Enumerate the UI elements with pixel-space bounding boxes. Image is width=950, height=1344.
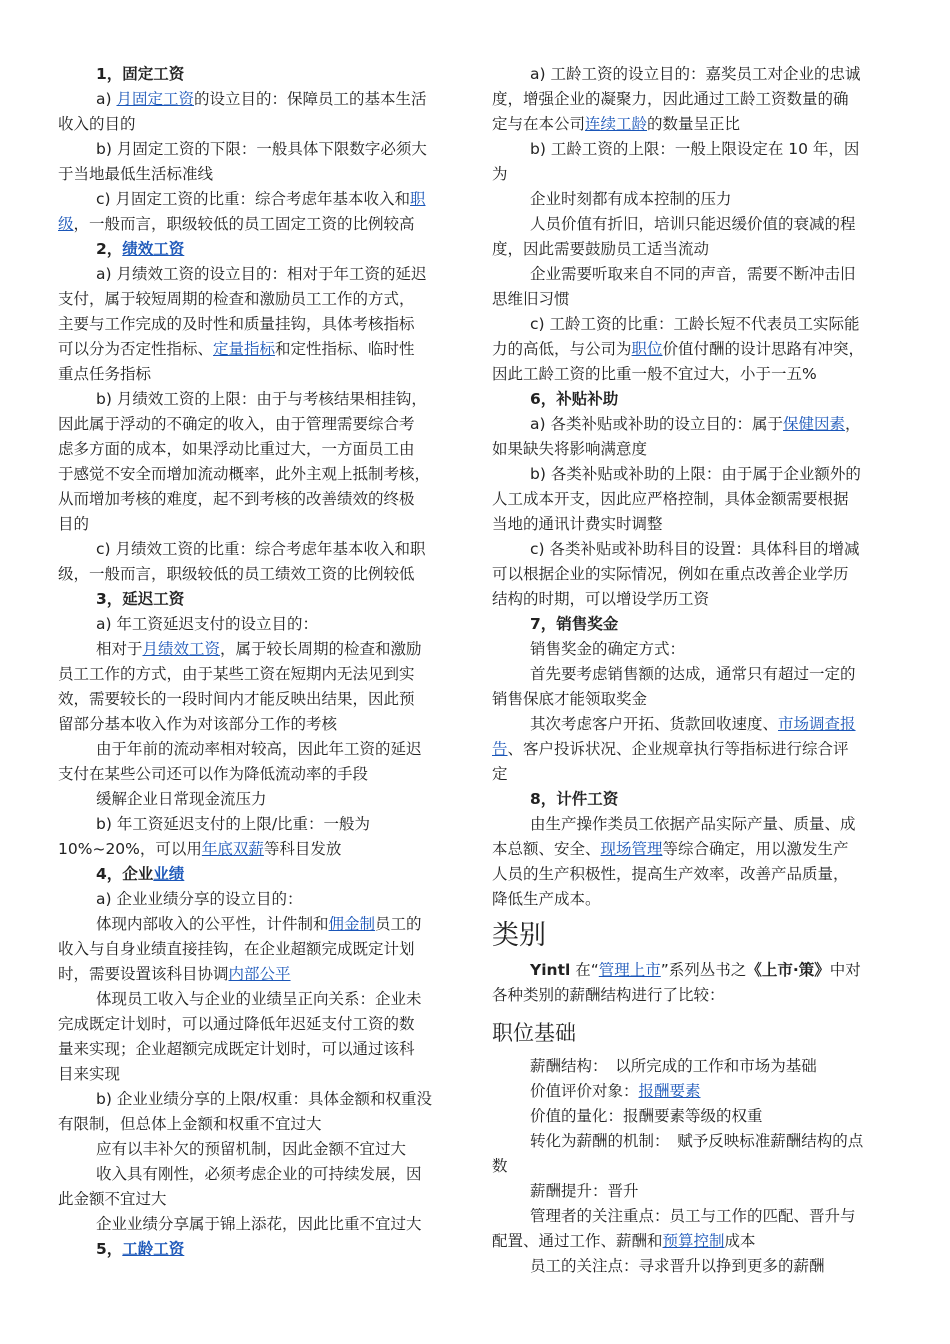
paragraph-line <box>58 337 458 362</box>
text-span: 1，固定工资 <box>96 65 185 83</box>
term-link[interactable]: 工龄工资 <box>122 1240 185 1258</box>
paragraph-line <box>58 387 458 412</box>
term-link[interactable]: 保健因素 <box>782 415 845 433</box>
text-span: 缓解企业日常现金流压力 <box>96 790 267 808</box>
text-span: 从而增加考核的难度，起不到考核的改善绩效的终极 <box>58 490 415 508</box>
paragraph-line <box>58 287 458 312</box>
paragraph-line <box>492 1204 892 1229</box>
text-span: 可以分为否定性指标、 <box>58 340 214 358</box>
paragraph-line <box>492 187 892 212</box>
paragraph-line <box>492 212 892 237</box>
paragraph-line <box>492 862 892 887</box>
term-link[interactable]: 内部公平 <box>228 965 291 983</box>
paragraph-line <box>58 1037 458 1062</box>
paragraph-line <box>492 983 892 1008</box>
text-span: ，属于较长周期的检查和激励 <box>220 640 422 658</box>
text-span: 薪酬提升：晋升 <box>530 1182 639 1200</box>
text-span: 此金额不宜过大 <box>58 1190 167 1208</box>
text-span: c) 各类补贴或补助科目的设置：具体科目的增减 <box>530 540 860 558</box>
text-span: 支付，属于较短周期的检查和激励员工工作的方式， <box>58 290 415 308</box>
text-span: 人工成本开支，因此应严格控制，具体金额需要根据 <box>492 490 849 508</box>
term-link[interactable]: 佣金制 <box>328 915 376 933</box>
text-span: 支付在某些公司还可以作为降低流动率的手段 <box>58 765 369 783</box>
text-span: 《上市·策》 <box>746 961 830 979</box>
text-span: 收入与自身业绩直接挂钩，在企业超额完成既定计划 <box>58 940 415 958</box>
text-span: 为 <box>492 165 508 183</box>
text-span: 收入的目的 <box>58 115 136 133</box>
paragraph-line <box>58 112 458 137</box>
term-link[interactable]: 连续工龄 <box>585 115 648 133</box>
paragraph-line <box>58 1162 458 1187</box>
term-link[interactable]: 职位 <box>631 340 663 358</box>
paragraph-line <box>58 1112 458 1137</box>
text-span: 主要与工作完成的及时性和质量挂钩，具体考核指标 <box>58 315 415 333</box>
text-span: 效，需要较长的一段时间内才能反映出结果，因此预 <box>58 690 415 708</box>
text-span: ”系列丛书之 <box>660 961 747 979</box>
text-span: 由生产操作类员工依据产品实际产量、质量、成 <box>530 815 856 833</box>
paragraph-line <box>492 87 892 112</box>
paragraph-line <box>492 112 892 137</box>
paragraph-line <box>492 1254 892 1279</box>
text-span: a) 各类补贴或补助的设立目的：属于 <box>530 415 783 433</box>
paragraph-line <box>492 137 892 162</box>
text-span: 结构的时期，可以增设学历工资 <box>492 590 710 608</box>
right-column <box>492 62 892 1279</box>
term-link[interactable]: 职 <box>410 190 426 208</box>
paragraph-line <box>58 1062 458 1087</box>
text-span: 时，需要设置该科目协调 <box>58 965 229 983</box>
text-span: 7，销售奖金 <box>530 615 619 633</box>
text-span: b) 月绩效工资的上限：由于与考核结果相挂钩， <box>96 390 427 408</box>
text-span: 力的高低，与公司为 <box>492 340 632 358</box>
text-span: 的数量呈正比 <box>647 115 741 133</box>
paragraph-line <box>58 837 458 862</box>
paragraph-line <box>492 887 892 912</box>
text-span: 因此属于浮动的不确定的收入，由于管理需要综合考 <box>58 415 415 433</box>
paragraph-line <box>492 737 892 762</box>
paragraph-line <box>58 487 458 512</box>
paragraph-line <box>58 537 458 562</box>
term-link[interactable]: 预算控制 <box>662 1232 725 1250</box>
paragraph-line <box>492 337 892 362</box>
text-span: 重点任务指标 <box>58 365 152 383</box>
term-link[interactable]: 报酬要素 <box>638 1082 701 1100</box>
term-link[interactable]: 月绩效工资 <box>142 640 221 658</box>
text-span: 于感觉不安全而增加流动概率，此外主观上抵制考核， <box>58 465 431 483</box>
paragraph-line <box>492 712 892 737</box>
text-span: 定 <box>492 765 508 783</box>
paragraph-line <box>58 412 458 437</box>
paragraph-line <box>58 87 458 112</box>
paragraph-line <box>492 512 892 537</box>
term-link[interactable]: 年底双薪 <box>201 840 264 858</box>
text-span: 如果缺失将影响满意度 <box>492 440 648 458</box>
paragraph-line <box>58 737 458 762</box>
paragraph-line <box>492 162 892 187</box>
paragraph-line <box>58 1012 458 1037</box>
text-span: 类别 <box>492 920 546 951</box>
text-span: 应有以丰补欠的预留机制，因此金额不宜过大 <box>96 1140 407 1158</box>
section-heading <box>58 862 458 887</box>
paragraph-line <box>58 362 458 387</box>
paragraph-line <box>492 362 892 387</box>
text-span: 体现内部收入的公平性，计件制和 <box>96 915 329 933</box>
paragraph-line <box>58 987 458 1012</box>
text-span: 可以根据企业的实际情况，例如在重点改善企业学历 <box>492 565 849 583</box>
paragraph-line <box>58 1187 458 1212</box>
text-span: ， <box>845 415 861 433</box>
paragraph-line <box>492 837 892 862</box>
paragraph-line <box>58 1212 458 1237</box>
paragraph-line <box>58 512 458 537</box>
paragraph-line <box>492 1179 892 1204</box>
paragraph-line <box>58 462 458 487</box>
paragraph-line <box>58 937 458 962</box>
text-span: 定与在本公司 <box>492 115 586 133</box>
text-span: 体现员工收入与企业的业绩呈正向关系：企业未 <box>96 990 422 1008</box>
text-span: b) 月固定工资的下限：一般具体下限数字必须大 <box>96 140 427 158</box>
text-span: 价值付酬的设计思路有冲突， <box>662 340 865 358</box>
text-span: 目的 <box>58 515 90 533</box>
text-span: 等综合确定，用以激发生产 <box>662 840 849 858</box>
paragraph-line <box>492 487 892 512</box>
text-span: 5， <box>96 1240 123 1258</box>
paragraph-line <box>492 562 892 587</box>
paragraph-line <box>58 962 458 987</box>
paragraph-line <box>492 437 892 462</box>
text-span: 价值的量化：报酬要素等级的权重 <box>530 1107 763 1125</box>
paragraph-line <box>492 412 892 437</box>
term-link[interactable]: 管理上市 <box>598 961 661 979</box>
text-span: 的设立目的：保障员工的基本生活 <box>194 90 427 108</box>
term-link[interactable]: 定量指标 <box>213 340 276 358</box>
paragraph-line <box>492 1229 892 1254</box>
paragraph-line <box>492 62 892 87</box>
paragraph-line <box>58 212 458 237</box>
term-link[interactable]: 告 <box>492 740 508 758</box>
text-span: 思维旧习惯 <box>492 290 570 308</box>
paragraph-line <box>492 762 892 787</box>
paragraph-line <box>58 187 458 212</box>
text-span: 销售保底才能领取奖金 <box>492 690 648 708</box>
paragraph-line <box>492 462 892 487</box>
text-span: 员工工作的方式，由于某些工资在短期内无法见到实 <box>58 665 415 683</box>
paragraph-line <box>492 237 892 262</box>
left-column <box>58 62 458 1262</box>
paragraph-line <box>492 637 892 662</box>
subsection-heading <box>492 1016 892 1050</box>
text-span: 有限制，但总体上金额和权重不宜过大 <box>58 1115 322 1133</box>
text-span: 目来实现 <box>58 1065 121 1083</box>
paragraph-line <box>492 312 892 337</box>
paragraph-line <box>58 887 458 912</box>
text-span: b) 企业业绩分享的上限/权重：具体金额和权重没 <box>96 1090 433 1108</box>
text-span: 降低生产成本。 <box>492 890 601 908</box>
text-span: 完成既定计划时，可以通过降低年迟延支付工资的数 <box>58 1015 415 1033</box>
text-span: 6，补贴补助 <box>530 390 619 408</box>
text-span: 人员的生产积极性，提高生产效率，改善产品质量， <box>492 865 849 883</box>
text-span: 量来实现；企业超额完成既定计划时，可以通过该科 <box>58 1040 415 1058</box>
text-span: 3，延迟工资 <box>96 590 185 608</box>
paragraph-line <box>58 762 458 787</box>
paragraph-line <box>492 1054 892 1079</box>
text-span: 、客户投诉状况、企业规章执行等指标进行综合评 <box>507 740 849 758</box>
text-span: c) 工龄工资的比重：工龄长短不代表员工实际能 <box>530 315 860 333</box>
text-span: b) 年工资延迟支付的上限/比重：一般为 <box>96 815 371 833</box>
paragraph-line <box>58 812 458 837</box>
section-heading <box>58 587 458 612</box>
text-span: ，一般而言，职级较低的员工固定工资的比例较高 <box>73 215 415 233</box>
paragraph-line <box>58 1137 458 1162</box>
paragraph-line <box>58 662 458 687</box>
text-span: 在“ <box>570 961 599 979</box>
text-span: a) 企业业绩分享的设立目的： <box>96 890 303 908</box>
text-span: 当地的通讯计费实时调整 <box>492 515 663 533</box>
text-span: 员工的 <box>375 915 422 933</box>
text-span: c) 月固定工资的比重：综合考虑年基本收入和 <box>96 190 410 208</box>
text-span: 留部分基本收入作为对该部分工作的考核 <box>58 715 338 733</box>
paragraph-line <box>492 1129 892 1154</box>
text-span: b) 工龄工资的上限：一般上限设定在 10 年，因 <box>530 140 860 158</box>
paragraph-line <box>492 812 892 837</box>
text-span: 级，一般而言，职级较低的员工绩效工资的比例较低 <box>58 565 415 583</box>
paragraph-line <box>58 437 458 462</box>
paragraph-line <box>58 562 458 587</box>
text-span: 本总额、安全、 <box>492 840 601 858</box>
text-span: a) <box>96 90 117 108</box>
text-span: 各种类别的薪酬结构进行了比较： <box>492 986 725 1004</box>
text-span: a) 工龄工资的设立目的：嘉奖员工对企业的忠诚 <box>530 65 861 83</box>
term-link[interactable]: 市场调查报 <box>778 715 856 733</box>
section-heading <box>58 1237 458 1262</box>
text-span: 中对 <box>829 961 861 979</box>
text-span: 因此工龄工资的比重一般不宜过大，小于一五% <box>492 365 817 383</box>
text-span: 10%~20%，可以用 <box>58 840 202 858</box>
term-link[interactable]: 业绩 <box>153 865 185 883</box>
section-heading <box>58 237 458 262</box>
text-span: 人员价值有折旧，培训只能迟缓价值的衰减的程 <box>530 215 856 233</box>
text-span: 4，企业 <box>96 865 154 883</box>
text-span: a) 月绩效工资的设立目的：相对于年工资的延迟 <box>96 265 427 283</box>
text-span: 8，计件工资 <box>530 790 619 808</box>
text-span: 由于年前的流动率相对较高，因此年工资的延迟 <box>96 740 422 758</box>
text-span: 度，增强企业的凝聚力，因此通过工龄工资数量的确 <box>492 90 849 108</box>
term-link[interactable]: 级 <box>58 215 74 233</box>
text-span: 于当地最低生活标准线 <box>58 165 214 183</box>
paragraph-line <box>492 1104 892 1129</box>
text-span: 其次考虑客户开拓、货款回收速度、 <box>530 715 779 733</box>
paragraph-line <box>492 1079 892 1104</box>
paragraph-line <box>58 712 458 737</box>
text-span: 虑多方面的成本，如果浮动比重过大，一方面员工由 <box>58 440 415 458</box>
paragraph-line <box>58 687 458 712</box>
paragraph-line <box>58 162 458 187</box>
paragraph-line <box>58 312 458 337</box>
section-heading <box>58 62 458 87</box>
text-span: 价值评价对象： <box>530 1082 639 1100</box>
text-span: 2， <box>96 240 123 258</box>
paragraph-line <box>492 662 892 687</box>
paragraph-line <box>58 137 458 162</box>
text-span: 等科目发放 <box>263 840 342 858</box>
text-span: Yintl <box>530 961 571 979</box>
text-span: 数 <box>492 1157 508 1175</box>
text-span: 首先要考虑销售额的达成，通常只有超过一定的 <box>530 665 856 683</box>
paragraph-line <box>58 912 458 937</box>
text-span: 度，因此需要鼓励员工适当流动 <box>492 240 710 258</box>
text-span: c) 月绩效工资的比重：综合考虑年基本收入和职 <box>96 540 426 558</box>
term-link[interactable]: 月固定工资 <box>116 90 194 108</box>
text-span: 企业业绩分享属于锦上添花，因此比重不宜过大 <box>96 1215 422 1233</box>
text-span: 企业需要听取来自不同的声音，需要不断冲击旧 <box>530 265 856 283</box>
text-span: 配置、通过工作、薪酬和 <box>492 1232 663 1250</box>
text-span: 和定性指标、临时性 <box>275 340 415 358</box>
text-span: 职位基础 <box>492 1021 576 1045</box>
text-span: a) 年工资延迟支付的设立目的： <box>96 615 318 633</box>
term-link[interactable]: 绩效工资 <box>122 240 185 258</box>
paragraph-line <box>492 537 892 562</box>
paragraph-line <box>58 637 458 662</box>
text-span: 成本 <box>724 1232 756 1250</box>
paragraph-line <box>492 958 892 983</box>
text-span: 薪酬结构： 以所完成的工作和市场为基础 <box>530 1057 817 1075</box>
paragraph-line <box>58 1087 458 1112</box>
text-span: 管理者的关注重点：员工与工作的匹配、晋升与 <box>530 1207 856 1225</box>
chapter-heading <box>492 916 892 956</box>
paragraph-line <box>492 687 892 712</box>
text-span: 收入具有刚性，必须考虑企业的可持续发展，因 <box>96 1165 422 1183</box>
text-span: b) 各类补贴或补助的上限：由于属于企业额外的 <box>530 465 861 483</box>
term-link[interactable]: 现场管理 <box>600 840 663 858</box>
section-heading <box>492 387 892 412</box>
paragraph-line <box>58 787 458 812</box>
section-heading <box>492 612 892 637</box>
paragraph-line <box>58 612 458 637</box>
text-span: 转化为薪酬的机制： 赋予反映标准薪酬结构的点 <box>530 1132 864 1150</box>
paragraph-line <box>492 262 892 287</box>
text-span: 企业时刻都有成本控制的压力 <box>530 190 732 208</box>
text-span: 相对于 <box>96 640 143 658</box>
paragraph-line <box>58 262 458 287</box>
paragraph-line <box>492 587 892 612</box>
paragraph-line <box>492 287 892 312</box>
text-span: 销售奖金的确定方式： <box>530 640 686 658</box>
text-span: 员工的关注点：寻求晋升以挣到更多的薪酬 <box>530 1257 825 1275</box>
section-heading <box>492 787 892 812</box>
paragraph-line <box>492 1154 892 1179</box>
